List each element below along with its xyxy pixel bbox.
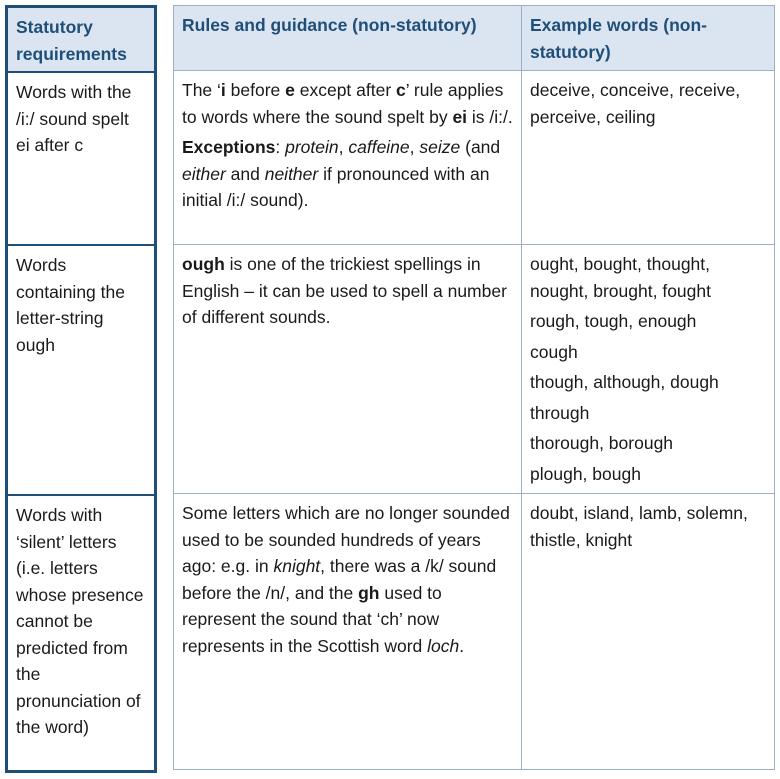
- example-words: deceive, conceive, receive, perceive, ceiling: [530, 80, 741, 127]
- rules-paragraph: Some letters which are no longer sounded used to be sounded hundreds of years ago: e.g. in knight, there was a /k/ sound before the /n/, and the gh used to represent the sound that ‘ch’ now represents in the Scottish word loch.: [182, 503, 510, 656]
- guidance-table: [173, 5, 775, 770]
- examples-cell-ei: [522, 71, 774, 244]
- rules-paragraph: ough is one of the trickiest spellings in English – it can be used to spell a number of different sounds.: [182, 254, 507, 327]
- statutory-cell-ough: Words containing the letter-string ough: [16, 255, 125, 355]
- example-words: though, although, dough: [530, 372, 719, 392]
- statutory-cell-ei: Words with the /i:/ sound spelt ei after c: [16, 82, 132, 155]
- statutory-column: [5, 5, 157, 773]
- exceptions-paragraph: Exceptions: protein, caffeine, seize (and either and neither if pronounced with an initial /i:/ sound).: [182, 137, 501, 210]
- example-words: through: [530, 402, 590, 423]
- header-rules: Rules and guidance (non-statutory): [174, 6, 521, 70]
- example-words: plough, bough: [530, 463, 641, 484]
- rules-paragraph: The ‘i before e except after c’ rule applies to words where the sound spelt by ei is /i:/.: [182, 80, 513, 127]
- header-examples: Example words (non-statutory): [522, 6, 774, 70]
- rules-cell-ei: [174, 71, 521, 244]
- rules-cell-ough: [174, 245, 521, 493]
- statutory-cell-silent: Words with ‘silent’ letters (i.e. letters whose presence cannot be predicted from the pronunciation of the word): [16, 505, 144, 737]
- example-words: cough: [530, 341, 578, 362]
- rules-cell-silent: [174, 494, 521, 769]
- example-words: thorough, borough: [530, 433, 674, 453]
- examples-cell-ough: [522, 245, 774, 493]
- example-words: doubt, island, lamb, solemn, thistle, knight: [530, 503, 748, 550]
- example-words: ought, bought, thought, nought, brought, fought: [530, 254, 711, 301]
- examples-cell-silent: [522, 494, 774, 769]
- example-words: rough, tough, enough: [530, 311, 697, 331]
- header-statutory: Statutory requirements: [8, 8, 154, 71]
